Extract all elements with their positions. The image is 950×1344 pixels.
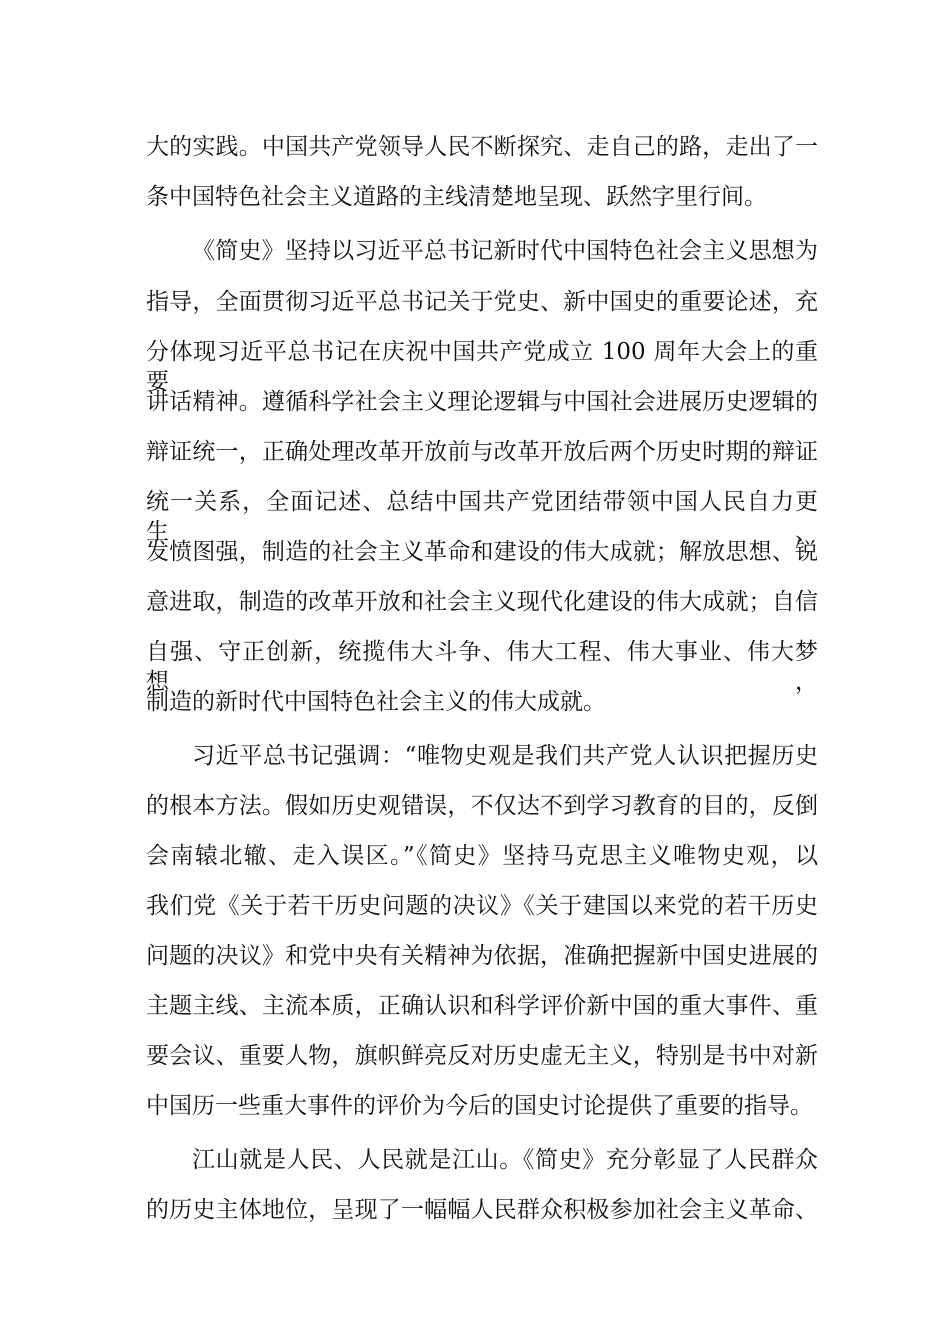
text-line: 统一关系，全面记述、总结中国共产党团结带领中国人民自力更生、 — [146, 489, 818, 545]
text-line: 条中国特色社会主义道路的主线清楚地呈现、跃然字里行间。 — [146, 184, 767, 210]
text-line: 《简史》坚持以习近平总书记新时代中国特色社会主义思想为 — [192, 238, 818, 264]
text-line: 分体现习近平总书记在庆祝中国共产党成立 100 周年大会上的重要 — [146, 339, 818, 395]
text-line: 主题主线、主流本质，正确认识和科学评价新中国的重大事件、重 — [146, 993, 818, 1019]
text-line: 自强、守正创新，统揽伟大斗争、伟大工程、伟大事业、伟大梦想， — [146, 639, 818, 695]
text-line: 的历史主体地位，呈现了一幅幅人民群众积极参加社会主义革命、 — [146, 1197, 818, 1223]
text-line: 要会议、重要人物，旗帜鲜亮反对历史虚无主义，特别是书中对新 — [146, 1043, 818, 1069]
text-line: 讲话精神。遵循科学社会主义理论逻辑与中国社会进展历史逻辑的 — [146, 389, 818, 415]
text-line: 江山就是人民、人民就是江山。《简史》充分彰显了人民群众 — [192, 1147, 818, 1173]
text-line: 问题的决议》和党中央有关精神为依据，准确把握新中国史进展的 — [146, 943, 818, 969]
text-line: 的根本方法。假如历史观错误，不仅达不到学习教育的目的，反倒 — [146, 793, 818, 819]
text-line: 意进取，制造的改革开放和社会主义现代化建设的伟大成就；自信 — [146, 589, 818, 615]
text-line: 发愤图强，制造的社会主义革命和建设的伟大成就；解放思想、锐 — [146, 539, 818, 565]
text-line: 我们党《关于若干历史问题的决议》《关于建国以来党的若干历史 — [146, 893, 818, 919]
text-line: 制造的新时代中国特色社会主义的伟大成就。 — [146, 689, 606, 715]
text-line: 辩证统一，正确处理改革开放前与改革开放后两个历史时期的辩证 — [146, 439, 818, 465]
text-line: 大的实践。中国共产党领导人民不断探究、走自己的路，走出了一 — [146, 134, 818, 160]
text-line: 习近平总书记强调：“唯物史观是我们共产党人认识把握历史 — [192, 743, 818, 769]
text-line: 指导，全面贯彻习近平总书记关于党史、新中国史的重要论述，充 — [146, 289, 818, 315]
text-line: 中国历一些重大事件的评价为今后的国史讨论提供了重要的指导。 — [146, 1093, 813, 1119]
text-line: 会南辕北辙、走入误区。”《简史》坚持马克思主义唯物史观，以 — [146, 843, 818, 869]
